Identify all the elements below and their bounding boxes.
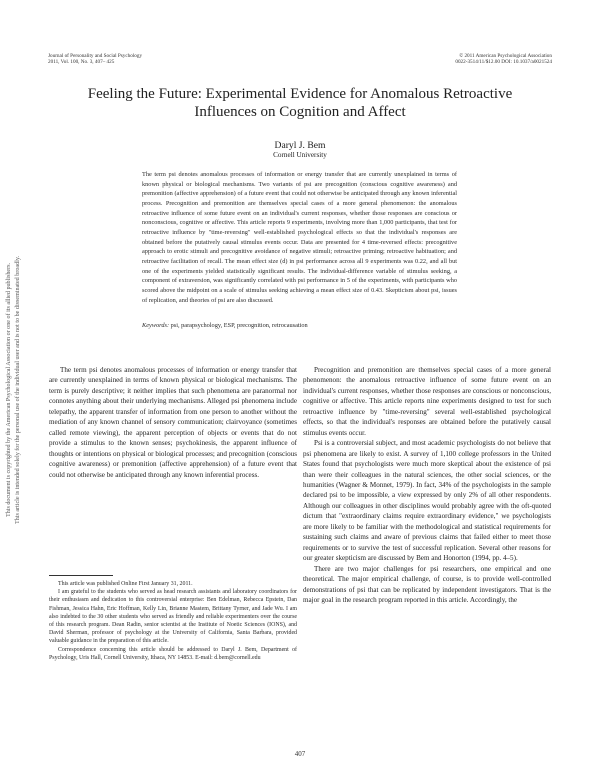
copyright-notice: © 2011 American Psychological Association xyxy=(459,53,552,59)
abstract: The term psi denotes anomalous processes of information or energy transfer that are currently unexplained in terms of known physical or biological mechanisms. Two variants of psi are precognition (conscious cognitive awareness) and premonition (affective apprehension) of a future event that could not otherwise be anticipated through any known inferential process. Precognition and premonition are themselves special cases of a more general phenomenon: the anomalous retroactive influence of some future event on an individual's current responses, whether those responses are conscious or nonconscious, cognitive or affective. This article reports 9 experiments, involving more than 1,000 participants, that test for retroactive influence by "time-reversing" well-established psychological effects so that the individual's responses are obtained before the putatively causal stimulus events occur. Data are presented for 4 time-reversed effects: precognitive approach to erotic stimuli and precognitive avoidance of negative stimuli; retroactive priming; retroactive habituation; and retroactive facilitation of recall. The mean effect size (d) in psi performance across all 9 experiments was 0.22, and all but one of the experiments yielded statistically significant results. The individual-difference variable of stimulus seeking, a component of extraversion, was significantly correlated with psi performance in 5 of the experiments, with participants who scored above the midpoint on a scale of stimulus seeking achieving a mean effect size of 0.43. Skepticism about psi, issues of replication, and theories of psi are also discussed. xyxy=(142,171,457,304)
journal-volume: 2011, Vol. 100, No. 3, 407– 425 xyxy=(48,59,115,66)
footnote-publication: This article was published Online First January 31, 2011. xyxy=(58,581,193,587)
footnote-divider xyxy=(49,575,113,576)
copyright-side-notice xyxy=(2,180,26,600)
body-column-right xyxy=(303,365,551,605)
body-column-left xyxy=(49,365,297,480)
author-name: Daryl J. Bem xyxy=(274,140,326,151)
journal-name: Journal of Personality and Social Psychology xyxy=(48,53,143,59)
page-number: 407 xyxy=(294,750,306,758)
body-paragraph: Precognition and premonition are themselves special cases of a more general phenomenon: the anomalous retroactive influence of some future event on an individual's current responses, whether those responses are conscious or nonconscious, cognitive or affective. This article reports nine experiments designed to test for such retroactive influence by "time-reversing" several well-established psychological effects, so that the individual's responses are obtained before the putatively causal stimulus events occur. xyxy=(303,366,551,437)
author-affiliation: Cornell University xyxy=(273,151,327,159)
keywords-text: psi, parapsychology, ESP, precognition, retrocausation xyxy=(170,322,308,329)
side-notice-line-2: This article is intended solely for the personal use of the individual user and is not to be disseminated broadly. xyxy=(15,256,22,525)
body-paragraph: There are two major challenges for psi researchers, one empirical and one theoretical. The major empirical challenge, of course, is to provide well-controlled demonstrations of psi that can be replicated by independent investigators. That is the major goal in the research program reported in this article. Accordingly, the xyxy=(303,564,551,604)
footnote-acknowledgments: I am grateful to the students who served as head research assistants and laboratory coordinators for their enthusiasm and dedication to this controversial enterprise: Ben Edelman, Rebecca Epstein, Dan Fishman, Jessica Hahn, Eric Hoffman, Kelly Lin, Brianne Mastem, Brittany Tyrner, and Jade Wu. I am also indebted to the 30 other students who served as friendly and reliable experimenters over the course of this research program. Dean Radin, senior scientist at the Institute of Noetic Sciences (IONS), and David Sherman, professor of psychology at the University of California, Santa Barbara, provided valuable guidance in the preparation of this article. xyxy=(49,589,297,645)
running-header-right xyxy=(455,53,552,66)
issn-doi: 0022-3514/11/$12.00 DOI: 10.1037/a0021524 xyxy=(455,59,552,66)
body-paragraph: The term psi denotes anomalous processes of information or energy transfer that are currently unexplained in terms of known physical or biological mechanisms. The term is purely descriptive; it neither implies that such phenomena are paranormal nor connotes anything about their underlying mechanisms. Alleged psi phenomena include telepathy, the apparent transfer of information from one person to another without the mediation of any known channel of sensory communication; clairvoyance (sometimes called remote viewing), the apparent perception of objects or events that do not provide a stimulus to the known senses; psychokinesis, the apparent influence of thoughts or intentions on physical or biological processes; and precognition (conscious cognitive awareness) or premonition (affective apprehension) of a future event that could not otherwise be anticipated through any known inferential process. xyxy=(49,366,297,479)
footnote-correspondence: Correspondence concerning this article should be addressed to Daryl J. Bem, Department of Psychology, Uris Hall, Cornell University, Ithaca, NY 14853. E-mail: d.bem@cornell.edu xyxy=(49,646,297,661)
keywords-label: Keywords: xyxy=(142,322,170,329)
footnotes xyxy=(49,580,297,662)
running-header-left xyxy=(48,53,142,66)
side-notice-line-1: This document is copyrighted by the American Psychological Association or one of its allied publishers. xyxy=(6,262,12,518)
keywords xyxy=(142,321,457,330)
body-paragraph: Psi is a controversial subject, and most academic psychologists do not believe that psi phenomena are likely to exist. A survey of 1,100 college professors in the United States found that psychologists were much more skeptical about the existence of psi than were their colleagues in the natural sciences, the other social sciences, or the humanities (Wagner & Monnet, 1979). In fact, 34% of the psychologists in the sample declared psi to be impossible, a view expressed by only 2% of all other respondents. Although our colleagues in other disciplines would probably agree with the oft-quoted dictum that "extraordinary claims require extraordinary evidence," we psychologists are more likely to be familiar with the methodological and statistical requirements for sustaining such claims and aware of previous claims that failed either to meet those requirements or to survive the test of successful replication. Several other reasons for our greater skepticism are discussed by Bem and Honorton (1994, pp. 4–5). xyxy=(303,439,551,563)
article-title: Feeling the Future: Experimental Evidence for Anomalous Retroactive Influences on Cognition and Affect xyxy=(87,86,513,120)
